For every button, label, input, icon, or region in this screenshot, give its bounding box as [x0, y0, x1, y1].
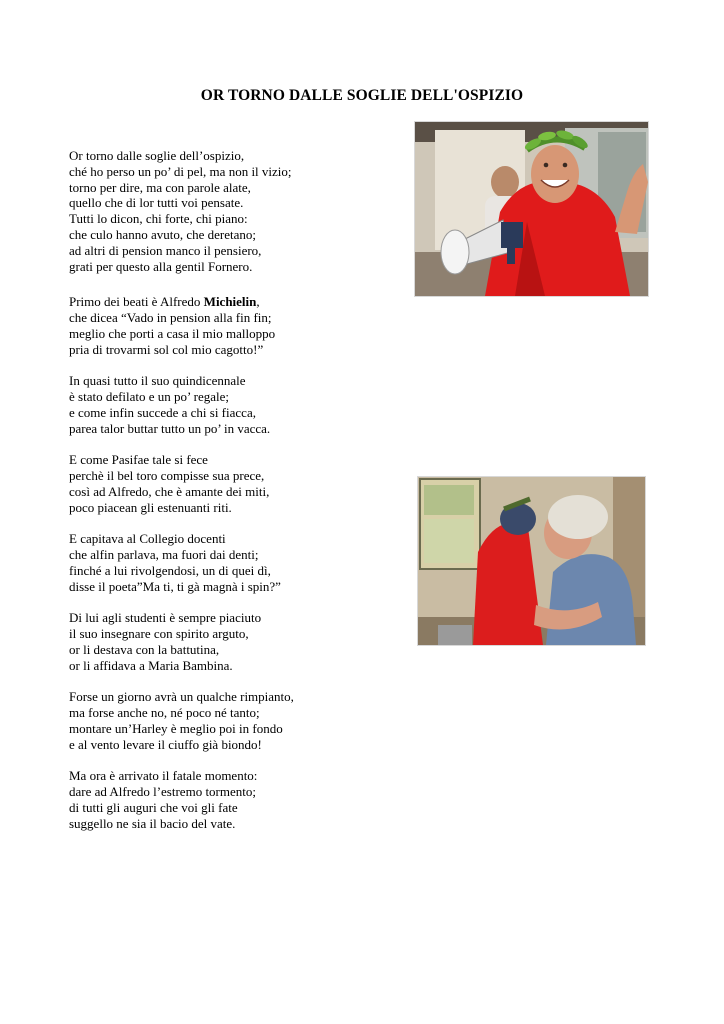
poem-line: così ad Alfredo, che è amante dei miti, [69, 483, 270, 499]
poem-line: Ma ora è arrivato il fatale momento: [69, 768, 258, 784]
poem-line: Tutti lo dicon, chi forte, chi piano: [69, 211, 248, 227]
poem-line: In quasi tutto il suo quindicennale [69, 373, 246, 389]
poem-line: perchè il bel toro compisse sua prece, [69, 468, 265, 484]
stanza [69, 373, 294, 436]
poem-line [69, 294, 294, 310]
photo-embrace [417, 476, 646, 646]
poem-line: pria di trovarmi sol col mio cagotto!” [69, 341, 264, 357]
poem-line: che dicea “Vado in pension alla fin fin; [69, 310, 272, 326]
poem-line: montare un’Harley è meglio poi in fondo [69, 720, 283, 736]
poem-line: E come Pasifae tale si fece [69, 452, 208, 468]
poem-line: Or torno dalle soglie dell’ospizio, [69, 148, 245, 163]
poem [69, 148, 294, 847]
poem-line: ad altri di pension manco il pensiero, [69, 242, 262, 258]
poem-line: e al vento levare il ciuffo già biondo! [69, 736, 262, 752]
poem-line: che alfin parlava, ma fuori dai denti; [69, 547, 259, 563]
stanza [69, 148, 294, 274]
poem-line: dare ad Alfredo l’estremo tormento; [69, 784, 256, 800]
stanza [69, 294, 294, 357]
line-text: Primo dei beati è Alfredo [69, 294, 204, 310]
poem-line: parea talor buttar tutto un po’ in vacca. [69, 420, 271, 436]
poem-line: ma forse anche no, né poco né tanto; [69, 705, 260, 721]
poem-line: Forse un giorno avrà un qualche rimpianto, [69, 689, 294, 705]
bold-name: Michielin [203, 294, 257, 310]
poem-line: di tutti gli auguri che voi gli fate [69, 799, 238, 815]
stanza [69, 531, 294, 594]
poem-line: che culo hanno avuto, che deretano; [69, 226, 256, 242]
poem-line: poco piacean gli estenuanti riti. [69, 499, 232, 515]
line-suffix: , [256, 294, 260, 310]
poem-line: grati per questo alla gentil Fornero. [69, 258, 253, 274]
stanza [69, 452, 294, 515]
poem-line: è stato defilato e un po’ regale; [69, 389, 230, 405]
stanza [69, 610, 294, 673]
poem-line: suggello ne sia il bacio del vate. [69, 815, 236, 831]
photo-laureate-megaphone [414, 121, 649, 297]
poem-line: quello che di lor tutti voi pensate. [69, 195, 244, 211]
poem-line: Di lui agli studenti è sempre piaciuto [69, 610, 262, 626]
poem-line: finché a lui rivolgendosi, un di quei dì, [69, 562, 271, 578]
poem-line: disse il poeta”Ma ti, ti gà magnà i spin?” [69, 578, 281, 594]
poem-line: E capitava al Collegio docenti [69, 531, 226, 547]
page-title: OR TORNO DALLE SOGLIE DELL'OSPIZIO [200, 87, 524, 104]
poem-line: il suo insegnare con spirito arguto, [69, 626, 249, 642]
poem-line: torno per dire, ma con parole alate, [69, 179, 251, 195]
stanza [69, 689, 294, 752]
poem-line: e come infin succede a chi si fiacca, [69, 404, 256, 420]
stanza [69, 768, 294, 831]
poem-line: or li destava con la battutina, [69, 641, 220, 657]
poem-line: ché ho perso un po’ di pel, ma non il vizio; [69, 163, 292, 179]
poem-line: or li affidava a Maria Bambina. [69, 657, 233, 673]
poem-line: meglio che porti a casa il mio malloppo [69, 325, 276, 341]
